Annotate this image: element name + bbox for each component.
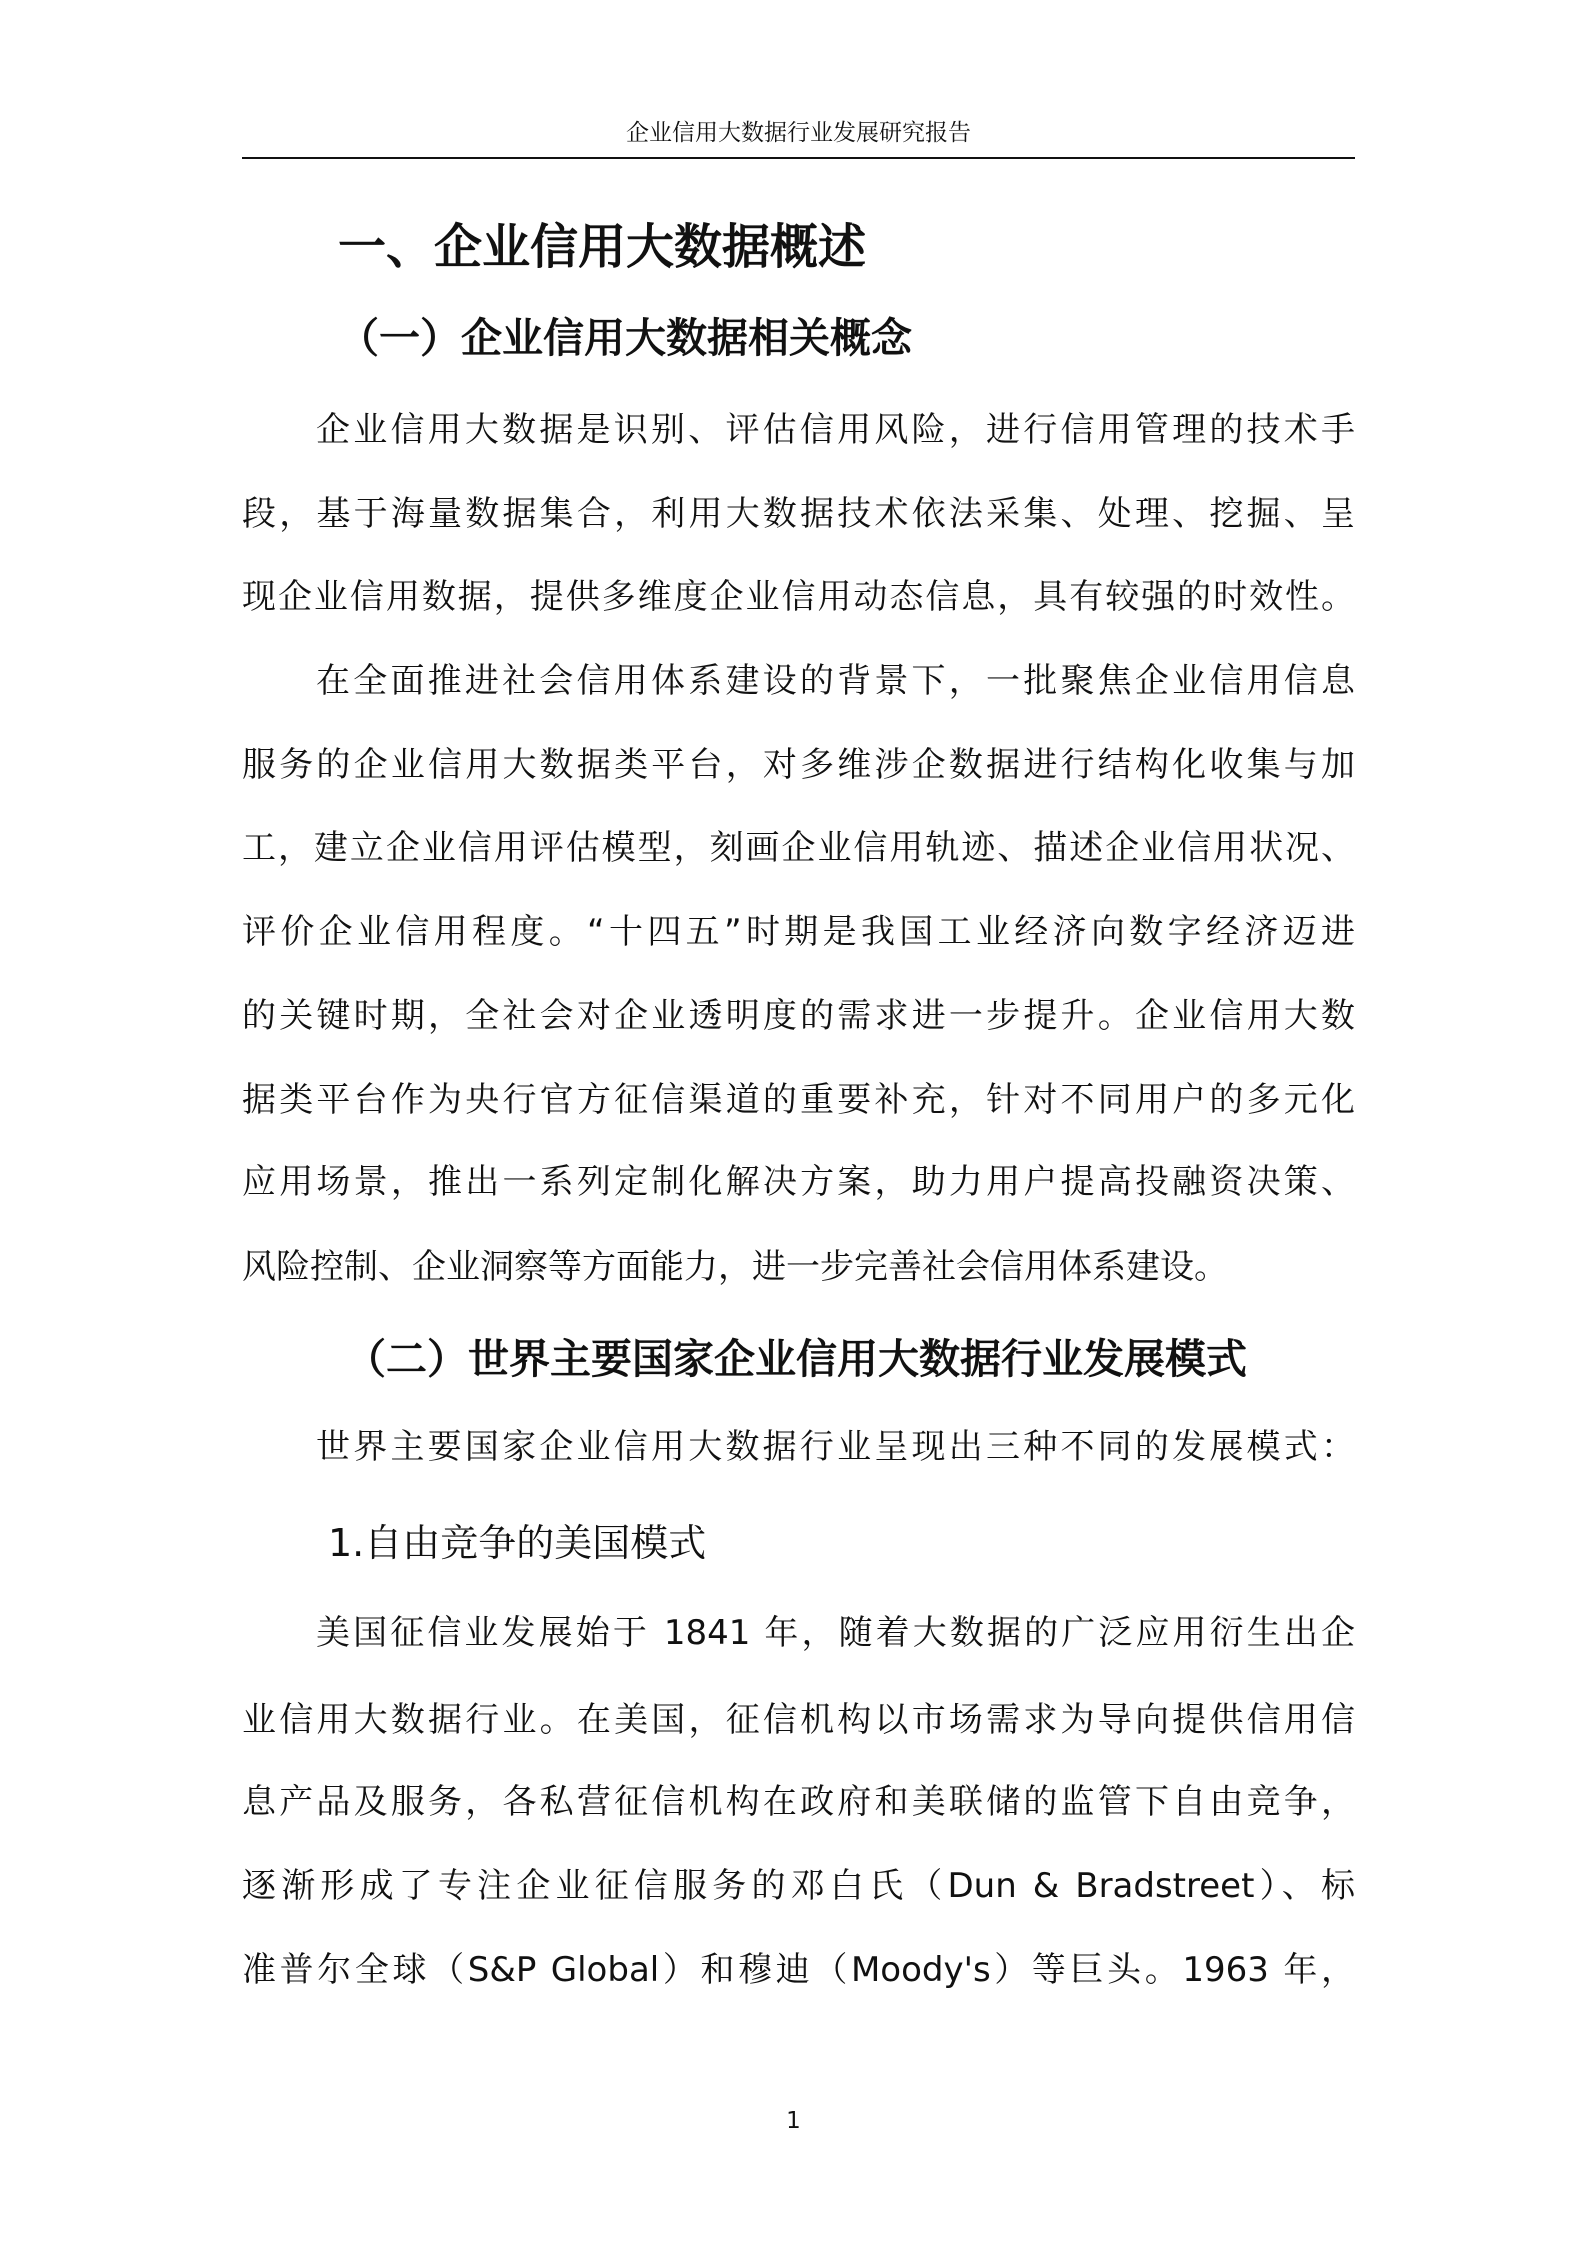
paragraph-line: 在全面推进社会信用体系建设的背景下，一批聚焦企业信用信息 <box>316 661 1355 701</box>
section-heading: 一、企业信用大数据概述 <box>338 219 867 275</box>
paragraph-line: 评价企业信用程度。“十四五”时期是我国工业经济向数字经济迈进 <box>242 912 1355 952</box>
paragraph-line: 服务的企业信用大数据类平台，对多维涉企数据进行结构化收集与加 <box>242 745 1355 785</box>
running-header: 企业信用大数据行业发展研究报告 <box>626 120 971 146</box>
paragraph-line: 段，基于海量数据集合，利用大数据技术依法采集、处理、挖掘、呈 <box>242 494 1355 534</box>
paragraph-line: 逐渐形成了专注企业征信服务的邓白氏（Dun & Bradstreet）、标 <box>242 1866 1355 1906</box>
page-number: 1 <box>786 2108 801 2134</box>
subsection-heading: （一）企业信用大数据相关概念 <box>338 314 912 362</box>
header-divider <box>242 157 1355 159</box>
paragraph-line: 现企业信用数据，提供多维度企业信用动态信息，具有较强的时效性。 <box>242 577 1355 617</box>
paragraph-line: 企业信用大数据是识别、评估信用风险，进行信用管理的技术手 <box>316 410 1355 450</box>
paragraph-line: 业信用大数据行业。在美国，征信机构以市场需求为导向提供信用信 <box>242 1700 1355 1740</box>
paragraph-line: 据类平台作为央行官方征信渠道的重要补充，针对不同用户的多元化 <box>242 1080 1355 1120</box>
paragraph-line: 的关键时期，全社会对企业透明度的需求进一步提升。企业信用大数 <box>242 996 1355 1036</box>
subsection-heading: （二）世界主要国家企业信用大数据行业发展模式 <box>345 1335 1247 1383</box>
paragraph-line: 息产品及服务，各私营征信机构在政府和美联储的监管下自由竞争， <box>242 1782 1355 1822</box>
paragraph-line: 准普尔全球（S&P Global）和穆迪（Moody's）等巨头。1963 年， <box>242 1950 1355 1990</box>
paragraph-line: 应用场景，推出一系列定制化解决方案，助力用户提高投融资决策、 <box>242 1162 1355 1202</box>
subsubsection-heading: 1.自由竞争的美国模式 <box>328 1521 707 1565</box>
paragraph-line: 世界主要国家企业信用大数据行业呈现出三种不同的发展模式： <box>316 1427 1355 1467</box>
paragraph-line: 工，建立企业信用评估模型，刻画企业信用轨迹、描述企业信用状况、 <box>242 828 1355 868</box>
paragraph-line: 美国征信业发展始于 1841 年，随着大数据的广泛应用衍生出企 <box>316 1613 1355 1653</box>
paragraph-line: 风险控制、企业洞察等方面能力，进一步完善社会信用体系建设。 <box>242 1247 1228 1287</box>
